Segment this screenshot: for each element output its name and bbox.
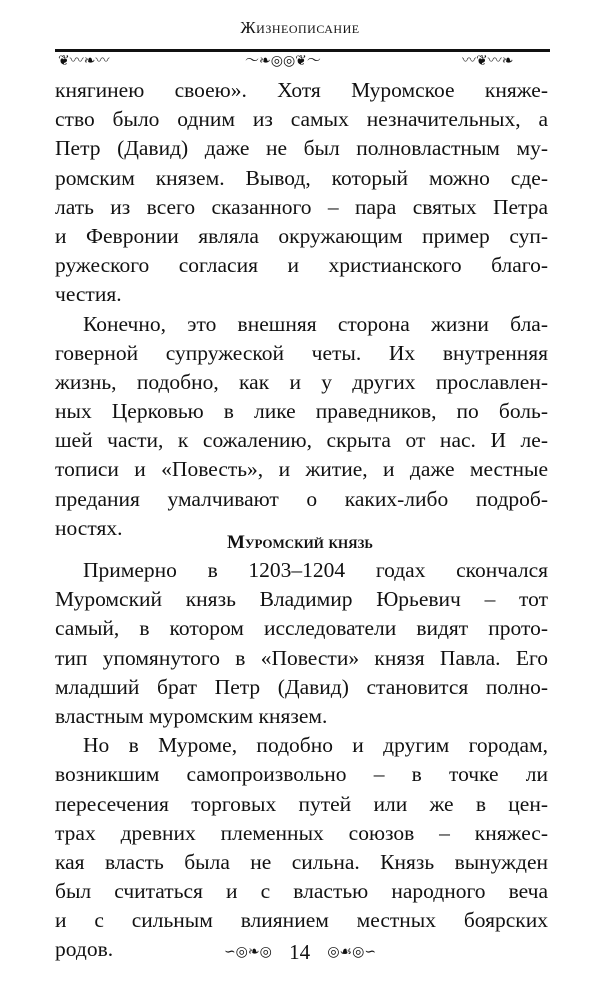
- text-line: кая власть была не сильна. Князь вынужден: [55, 849, 548, 874]
- text-line: был считаться и с властью народного веча: [55, 879, 548, 904]
- header-rule: [55, 49, 550, 52]
- text-line: и с сильным влиянием местных боярских: [55, 908, 548, 933]
- section-heading: Муромский князь: [227, 532, 373, 553]
- text-line: младший брат Петр (Давид) становится полно-: [55, 674, 548, 699]
- text-line: ромским князем. Вывод, который можно сде-: [55, 165, 548, 190]
- text-line: шей части, к сожалению, скрыта от нас. И ле-: [55, 428, 548, 453]
- ornament-center-icon: 〜❧◎◎❦〜: [245, 54, 321, 69]
- text-line: Но в Муроме, подобно и другим городам,: [83, 733, 548, 758]
- ornament-right-icon: 〰❦〰︎❧: [462, 54, 514, 69]
- page-number: 14: [289, 939, 311, 964]
- text-line: Примерно в 1203–1204 годах скончался: [83, 558, 548, 582]
- page-footer: [0, 938, 600, 965]
- text-line: Конечно, это внешняя сторона жизни бла-: [83, 311, 548, 336]
- text-line: Петр (Давид) даже не был полновластным му-: [55, 136, 548, 161]
- text-line: родов.: [55, 937, 114, 962]
- text-line: тип упомянутого в «Повести» князя Павла. Его: [55, 645, 548, 670]
- text-line: ных Церковью в лике праведников, по боль-: [55, 399, 548, 424]
- text-line: предания умалчивают о каких-либо подроб-: [55, 486, 548, 511]
- running-header: Жизнеописание: [240, 18, 360, 37]
- text-line: тописи и «Повесть», и житие, и даже местные: [55, 457, 548, 482]
- text-line: возникшим самопроизвольно – в точке ли: [55, 762, 548, 787]
- section-2-text: [55, 556, 548, 965]
- section-1-text: [55, 76, 548, 543]
- text-line: самый, в котором исследователи видят прото-: [55, 616, 548, 641]
- text-line: и Февронии являла окружающим пример суп-: [55, 223, 548, 248]
- text-line: говерной супружеской четы. Их внутренняя: [55, 340, 548, 365]
- text-line: жизнь, подобно, как и у других прославлен-: [55, 369, 548, 394]
- text-line: княгинею своею». Хотя Муромское княже-: [55, 78, 548, 102]
- ornament-left-icon: ❦〰︎❧〰: [58, 54, 110, 69]
- text-line: трах древних племенных союзов – княжес-: [55, 820, 548, 845]
- ornament-right-icon: ◎☙◎∽: [327, 944, 377, 960]
- text-line: властным муромским князем.: [55, 703, 328, 728]
- text-line: ружеского согласия и христианского благо-: [55, 253, 548, 278]
- text-line: ство было одним из самых незначительных, а: [55, 107, 548, 132]
- text-line: честия.: [55, 282, 122, 307]
- text-line: ностях.: [55, 515, 123, 540]
- text-line: пересечения торговых путей или же в цен-: [55, 791, 548, 816]
- ornament-left-icon: ∽◎❧◎: [223, 944, 272, 960]
- text-line: лать из всего сказанного – пара святых Петра: [55, 194, 548, 219]
- text-line: Муромский князь Владимир Юрьевич – тот: [55, 587, 548, 612]
